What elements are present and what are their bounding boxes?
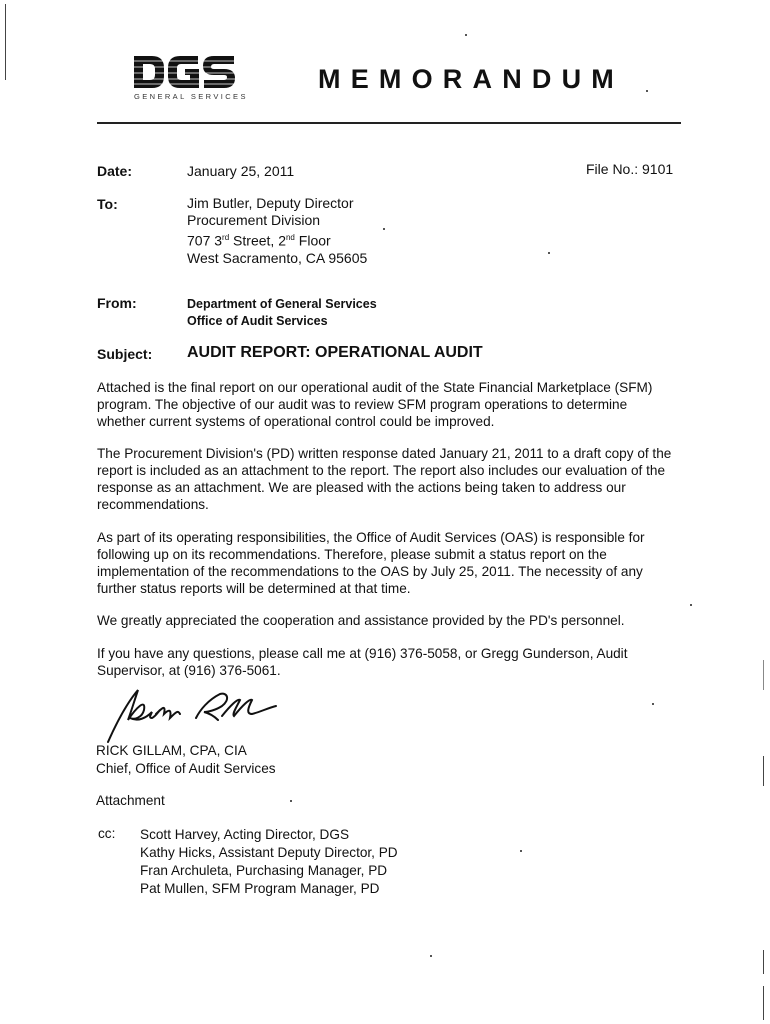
attachment-label: Attachment	[96, 793, 165, 808]
date-value: January 25, 2011	[187, 163, 295, 179]
from-label: From:	[97, 295, 137, 311]
scan-edge-mark	[763, 756, 764, 786]
signer-title: Chief, Office of Audit Services	[96, 761, 276, 776]
to-line-1: Jim Butler, Deputy Director	[187, 195, 354, 211]
to-line-4: West Sacramento, CA 95605	[187, 249, 368, 266]
cc-recipient: Kathy Hicks, Assistant Deputy Director, PD	[140, 845, 398, 860]
cc-label: cc:	[98, 826, 116, 841]
paragraph-4: We greatly appreciated the cooperation and assistance provided by the PD's personnel.	[97, 613, 625, 628]
paragraph-5: If you have any questions, please call me at (916) 376-5058, or Gregg Gunderson, Audit Supervisor, at (916) 376-5061.	[97, 646, 628, 678]
scan-speck	[690, 604, 692, 606]
scan-speck	[383, 228, 385, 230]
scan-speck	[430, 955, 432, 957]
logo-subtext: GENERAL SERVICES	[134, 92, 248, 101]
to-address	[187, 195, 367, 267]
scan-speck	[548, 252, 550, 254]
from-line-1: Department of General Services	[187, 297, 377, 311]
memo-title: MEMORANDUM	[318, 64, 624, 94]
to-label: To:	[97, 196, 118, 212]
cc-recipients	[140, 826, 398, 898]
cc-recipient: Scott Harvey, Acting Director, DGS	[140, 827, 350, 842]
scan-edge-mark	[763, 986, 764, 1020]
subject-label: Subject:	[97, 346, 153, 362]
paragraph-1: Attached is the final report on our operational audit of the State Financial Marketplace (SFM) program. The objective of our audit was to review SFM program operations to determine whether current systems of operational control could be improved.	[97, 380, 653, 429]
dgs-logo	[134, 54, 236, 90]
paragraph-2: The Procurement Division's (PD) written response dated January 21, 2011 to a draft copy of the report is included as an attachment to the report. The report also includes our evaluation of the response as an attachment. We are pleased with the actions being taken to address our recommendations.	[97, 446, 672, 512]
to-line-2: Procurement Division	[187, 212, 321, 228]
cc-recipient: Pat Mullen, SFM Program Manager, PD	[140, 881, 380, 896]
scan-speck	[652, 703, 654, 705]
header-divider	[97, 122, 681, 124]
scan-speck	[646, 90, 648, 92]
signature-image	[104, 684, 286, 746]
scan-edge-mark	[763, 950, 764, 974]
scan-speck	[520, 850, 522, 852]
to-line-3: 707 3rd Street, 2nd Floor	[187, 232, 331, 249]
scan-edge-mark	[763, 660, 764, 690]
from-line-2: Office of Audit Services	[187, 314, 328, 328]
scan-speck	[290, 800, 292, 802]
date-label: Date:	[97, 163, 133, 179]
scan-edge-mark	[5, 4, 6, 80]
paragraph-3: As part of its operating responsibilities, the Office of Audit Services (OAS) is responsible for following up on its recommendations. Therefore, please submit a status report on the implementation of the recommendations to the OAS by July 25, 2011. The necessity of any further status reports will be determined at that time.	[97, 530, 645, 596]
scan-speck	[465, 34, 467, 36]
file-number: File No.: 9101	[586, 161, 674, 177]
signer-name: RICK GILLAM, CPA, CIA	[96, 743, 247, 758]
from-lines	[187, 296, 377, 330]
subject-value: AUDIT REPORT: OPERATIONAL AUDIT	[187, 344, 483, 361]
cc-recipient: Fran Archuleta, Purchasing Manager, PD	[140, 863, 388, 878]
